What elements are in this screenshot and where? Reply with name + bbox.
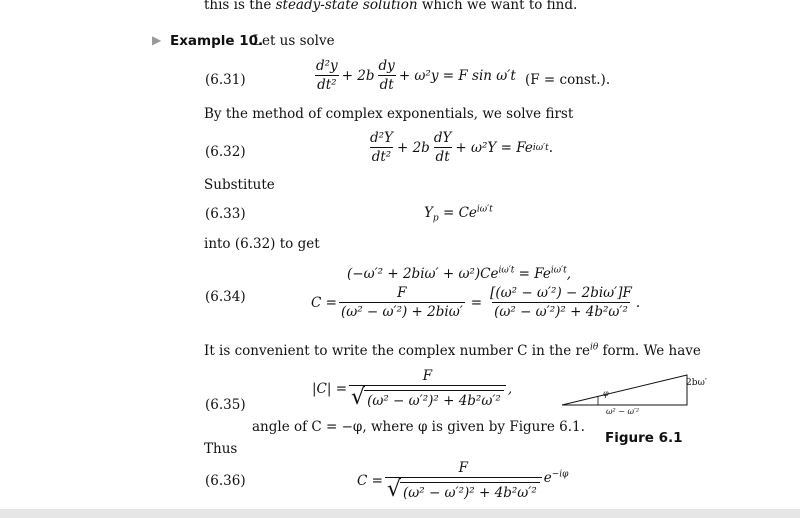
example-heading: Example 10. — [170, 33, 264, 49]
equation-6-35: |C| = F √ (ω² − ω′²)² + 4b²ω′² , — [312, 368, 513, 410]
equation-number: (6.33) — [205, 206, 246, 222]
equation-number: (6.31) — [205, 72, 246, 88]
figure-angle-label: φ — [603, 389, 609, 398]
example-text: Let us solve — [253, 33, 335, 49]
figure-side-label: 2bω′ — [686, 378, 707, 388]
line-convenient: It is convenient to write the complex number C in the $re^{i\theta}$ form. We have — [204, 342, 701, 359]
figure-6-1-triangle — [560, 372, 760, 418]
top-line: this is the steady-state solution which we want to find. — [204, 0, 578, 13]
line-thus: Thus — [204, 441, 238, 457]
equation-number: (6.36) — [205, 473, 246, 489]
line-into: into (6.32) to get — [204, 236, 320, 252]
figure-caption: Figure 6.1 — [605, 430, 683, 446]
equation-number: (6.34) — [205, 289, 246, 305]
equation-6-33: $Y_p = Ce^{i\omega't}$ — [424, 204, 493, 224]
equation-6-34-top: $(-\omega'^2 + 2bi\omega' + \omega^2)Ce^{i\omega't} = Fe^{i\omega't}$, — [347, 265, 572, 282]
equation-number: (6.32) — [205, 144, 246, 160]
equation-6-36: C = F √ (ω² − ω′²)² + 4b²ω′² $e^{-i\varphi}$ — [357, 460, 569, 502]
figure-base-label: ω² − ω′² — [606, 407, 640, 416]
horizontal-scrollbar[interactable] — [0, 509, 800, 518]
equation-6-31: $\frac{\text{d²y}}{\text{dt²}}$ + 2b $\frac{dy}{dt}$ + ω²y = F sin ω′t — [316, 58, 516, 93]
line-method: By the method of complex exponentials, we solve first — [204, 106, 574, 122]
equation-6-34: C = $\frac{F}{\text{(ω² − ω′²) + 2biω′}}$ = $\frac{\text{[(ω² − ω′²) − 2biω′]F}}{\text{(ω² − ω′²)² + 4b²ω′²}}$ . — [311, 285, 641, 320]
angle-line: angle of C = −φ, where φ is given by Figure 6.1. — [252, 419, 585, 435]
equation-condition: (F = const.). — [525, 72, 611, 88]
line-substitute: Substitute — [204, 177, 275, 193]
equation-number: (6.35) — [205, 397, 246, 413]
example-marker-icon[interactable]: ▶ — [152, 33, 162, 47]
equation-6-32: $\frac{\text{d²Y}}{\text{dt²}}$ + 2b $\frac{dY}{dt}$ + ω²Y = Fe iω′t . — [370, 130, 554, 165]
